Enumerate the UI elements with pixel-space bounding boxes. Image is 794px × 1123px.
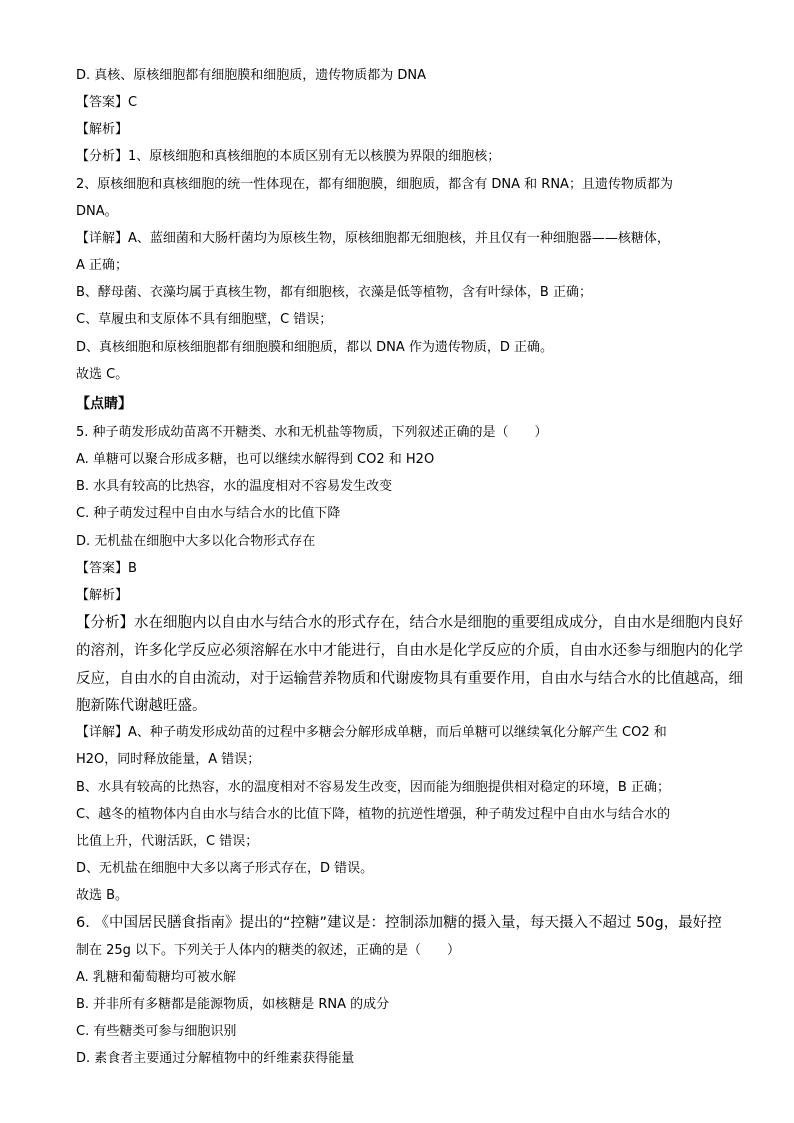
- q5-fenxi-line-2: 的溶剂，许多化学反应必须溶解在水中才能进行，自由水是化学反应的介质，自由水还参与细胞内的化学: [76, 643, 743, 659]
- q5-option-b: B. 水具有较高的比热容，水的温度相对不容易发生改变: [76, 479, 393, 494]
- q4-fenxi-line-1: 【分析】1、原核细胞和真核细胞的本质区别有无以核膜为界限的细胞核；: [76, 149, 501, 164]
- q5-answer: 【答案】B: [76, 561, 137, 576]
- q5-fenxi-line-4: 胞新陈代谢越旺盛。: [76, 698, 207, 714]
- q5-xiangjie-b: B、水具有较高的比热容，水的温度相对不容易发生改变，因而能为细胞提供相对稳定的环境，B 正确；: [76, 780, 670, 795]
- q4-fenxi-line-2b: DNA。: [76, 204, 118, 219]
- q4-xiangjie-c: C、草履虫和支原体不具有细胞壁，C 错误；: [76, 312, 333, 327]
- q5-xiangjie-a-line-2: H2O，同时释放能量，A 错误；: [76, 752, 261, 767]
- q4-xiangjie-b: B、酵母菌、衣藻均属于真核生物，都有细胞核，衣藻是低等植物，含有叶绿体，B 正确；: [76, 285, 592, 300]
- q5-choose: 故选 B。: [76, 888, 129, 903]
- q6-option-d: D. 素食者主要通过分解植物中的纤维素获得能量: [76, 1051, 355, 1066]
- q5-option-a: A. 单糖可以聚合形成多糖，也可以继续水解得到 CO2 和 H2O: [76, 452, 435, 467]
- q5-fenxi-line-3: 反应，自由水的自由流动，对于运输营养物质和代谢废物具有重要作用，自由水与结合水的比值越高，细: [76, 671, 743, 687]
- q6-stem-line-2: 制在 25g 以下。下列关于人体内的糖类的叙述，正确的是（ ）: [76, 943, 461, 958]
- q5-xiangjie-c-line-1: C、越冬的植物体内自由水与结合水的比值下降，植物的抗逆性增强，种子萌发过程中自由水与结合水的: [76, 807, 671, 822]
- q4-choose: 故选 C。: [76, 367, 129, 382]
- q6-option-b: B. 并非所有多糖都是能源物质，如核糖是 RNA 的成分: [76, 997, 390, 1012]
- q4-option-d: D. 真核、原核细胞都有细胞膜和细胞质，遗传物质都为 DNA: [76, 68, 427, 83]
- q5-option-c: C. 种子萌发过程中自由水与结合水的比值下降: [76, 506, 341, 521]
- q5-xiangjie-d: D、无机盐在细胞中大多以离子形式存在，D 错误。: [76, 861, 374, 876]
- q4-analysis-label: 【解析】: [76, 122, 129, 137]
- q4-xiangjie-a-line-1: 【详解】A、蓝细菌和大肠杆菌均为原核生物，原核细胞都无细胞核，并且仅有一种细胞器——核糖体，: [76, 231, 670, 246]
- q4-xiangjie-d: D、真核细胞和原核细胞都有细胞膜和细胞质，都以 DNA 作为遗传物质，D 正确。: [76, 340, 554, 355]
- q5-xiangjie-a-line-1: 【详解】A、种子萌发形成幼苗的过程中多糖会分解形成单糖，而后单糖可以继续氧化分解产生 CO2 和: [76, 725, 667, 740]
- q4-fenxi-line-2a: 2、原核细胞和真核细胞的统一性体现在，都有细胞膜，细胞质，都含有 DNA 和 RNA；且遗传物质都为: [76, 177, 673, 192]
- q6-option-a: A. 乳糖和葡萄糖均可被水解: [76, 970, 236, 985]
- q5-xiangjie-c-line-2: 比值上升，代谢活跃，C 错误；: [76, 834, 259, 849]
- q4-dianjing-label: 【点睛】: [76, 396, 132, 412]
- q4-xiangjie-a-line-2: A 正确；: [76, 258, 129, 273]
- q5-analysis-label: 【解析】: [76, 588, 129, 603]
- q5-option-d: D. 无机盐在细胞中大多以化合物形式存在: [76, 534, 316, 549]
- q4-answer: 【答案】C: [76, 95, 138, 110]
- q5-fenxi-line-1: 【分析】水在细胞内以自由水与结合水的形式存在，结合水是细胞的重要组成成分，自由水是细胞内良好: [76, 615, 743, 631]
- q5-stem: 5. 种子萌发形成幼苗离不开糖类、水和无机盐等物质，下列叙述正确的是（ ）: [76, 425, 548, 440]
- q6-option-c: C. 有些糖类可参与细胞识别: [76, 1024, 237, 1039]
- q6-stem-line-1: 6. 《中国居民膳食指南》提出的“控糖”建议是：控制添加糖的摄入量，每天摄入不超过 50g，最好控: [76, 915, 722, 931]
